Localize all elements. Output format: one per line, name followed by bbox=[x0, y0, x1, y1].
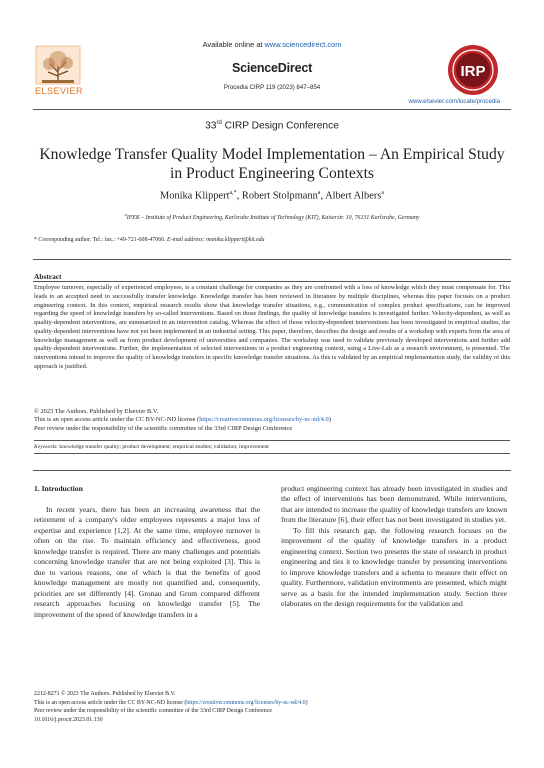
footer-license bbox=[34, 699, 510, 708]
affiliation-text: IPEK – Institute of Product Engineering, Karlsruhe Institute of Technology (KIT), Kaiserstr. 10, 76131 Karlsruhe, Germany bbox=[126, 214, 420, 221]
keywords-label: Keywords: bbox=[34, 444, 59, 450]
abstract-heading: Abstract bbox=[34, 272, 62, 281]
abstract-text: Employee turnover, especially of experienced employees, is a constant challenge for companies as they are confronted with a loss of knowledge which they must compensate for. This leads to an accepted need to successfully transfer knowledge. Knowledge transfer has been reviewed in literature by multiple disciplines, whereas this paper focuses on a product engineering context. In this context, empirical research results show that knowledge transfer situations, e.g., communication of complex product specifications, can be improved regarding the speed of knowledge transfers by so-called interventions. Based on those findings, the quality of knowledge transfers is investigated further. Velocity-dependent, as well as quality-dependent interventions, are summarized in an intervention catalog. Whereas the effect of those velocity-dependent interventions has been investigated in empirical studies, the quality-dependent interventions have not yet been implemented in an industrial setting. This paper, therefore, describes the design and results of a workshop with experts from the area of knowledge management as well as from product development of universities and companies. The workshop was used to validate previously developed interventions and further add quality-dependent interventions. Further, the implementation of selected interventions in a product engineering context, using a Live-Lab as a research environment, is presented. The interventions intend to improve the quality of knowledge transfers in specific knowledge transfer situations. As this is validated by an empirical implementation study, the validity of this approach is justified. bbox=[34, 284, 510, 370]
abstract-top-divider bbox=[33, 259, 511, 260]
copyright-block bbox=[34, 408, 510, 433]
author-affiliation-mark: a bbox=[381, 190, 385, 196]
journal-reference: Procedia CIRP 119 (2023) 847–854 bbox=[223, 84, 321, 91]
sciencedirect-link[interactable]: www.sciencedirect.com bbox=[264, 40, 342, 49]
footer-license-prefix: This is an open access article under the CC BY-NC-ND license ( bbox=[34, 699, 187, 706]
keywords-top-divider bbox=[34, 440, 510, 441]
corresponding-author bbox=[34, 237, 265, 243]
intro-paragraph: To fill this research gap, the following research focuses on the improvement of the quality of knowledge transfers in a product engineering context. Section two presents the state of research in product engineering and ties it to knowledge transfer by presenting interventions to improve knowledge transfers and a schema to measure their effect on quality. Furthermore, validation environments are presented, which might serve as a basis for the intended implementation study. Section three elaborates on the design requirements for the validation and bbox=[281, 525, 507, 608]
intro-paragraph: product engineering context has already been investigated in studies and the effect of interventions has been demonstrated. While interventions, that are intended to increase the quality of knowledge transfers are known from the literature [6], their effect has not been investigated in studies yet. bbox=[281, 484, 507, 525]
conference-ordinal-suffix: rd bbox=[216, 120, 222, 126]
keywords-bottom-divider bbox=[34, 453, 510, 454]
journal-homepage-link[interactable]: www.elsevier.com/locate/procedia bbox=[408, 98, 500, 105]
footer-license-link[interactable]: https://creativecommons.org/licenses/by-nc-nd/4.0 bbox=[186, 699, 306, 706]
abstract-heading-divider bbox=[33, 281, 511, 282]
section-heading-introduction: 1. Introduction bbox=[34, 484, 83, 493]
copyright-line: © 2023 The Authors. Published by Elsevier B.V. bbox=[34, 408, 159, 415]
footer-peer-review: Peer review under the responsibility of the scientific committee of the 33rd CIRP Design Conference bbox=[34, 708, 272, 715]
footer-doi[interactable]: 10.1016/j.procir.2023.01.130 bbox=[34, 716, 103, 723]
author-name: Monika Klippert bbox=[159, 190, 230, 202]
corresponding-author-email: E-mail address: monika.klippert@kit.edu bbox=[167, 237, 265, 243]
license-link[interactable]: https://creativecommons.org/licenses/by-nc-nd/4.0 bbox=[199, 416, 329, 424]
author-name: Robert Stolpmann bbox=[241, 190, 318, 202]
footer-license-suffix: ) bbox=[305, 699, 308, 706]
license-prefix: This is an open access article under the CC BY-NC-ND license ( bbox=[34, 416, 200, 424]
author-separator: , bbox=[320, 190, 326, 202]
footer-issn: 2212-8271 © 2023 The Authors. Published by Elsevier B.V. bbox=[34, 691, 176, 697]
conference-ordinal: 33 bbox=[205, 120, 217, 132]
footer bbox=[34, 690, 510, 724]
intro-left-column: In recent years, there has been an increasing awareness that the retirement of a company's older employees represents a major loss of expertise and experience [1,2]. At the same time, employee turnover is often on the rise. To maintain efficiency and effectiveness, good knowledge transfer is required. There are many challenges and potentials concerning knowledge transfer that are not being exploited [3]. This is due to various reasons, one of which is that the benefits of good knowledge management are mostly not quantified and, consequently, priorities are set differently [4]. Gronau and Grum compared different research approaches focusing on knowledge transfer [5]. The improvement of the speed of knowledge transfers in a bbox=[34, 505, 260, 619]
body-top-divider bbox=[33, 470, 511, 471]
license-suffix: ) bbox=[328, 416, 331, 424]
affiliation-mark: a bbox=[124, 212, 127, 217]
paper-title bbox=[30, 145, 514, 183]
license-line bbox=[34, 416, 510, 424]
conference-name: CIRP Design Conference bbox=[221, 120, 339, 132]
masthead-divider bbox=[33, 109, 511, 110]
author-separator: , bbox=[236, 190, 242, 202]
affiliation bbox=[0, 212, 544, 221]
author-affiliation-mark: a,* bbox=[229, 190, 237, 196]
paper-title-line-1: Knowledge Transfer Quality Model Implementation – An Empirical Study bbox=[39, 146, 505, 163]
author-list bbox=[0, 190, 544, 201]
elsevier-wordmark: ELSEVIER bbox=[34, 86, 84, 96]
corresponding-author-contact: * Corresponding author. Tel.: fax.: +49-721-608-47066. bbox=[34, 237, 168, 243]
paper-title-line-2: in Product Engineering Contexts bbox=[170, 165, 374, 182]
keywords-list: knowledge transfer quality; product development; empirical studies; validation; improvement bbox=[58, 444, 269, 450]
cirp-logo-text: IRP bbox=[460, 63, 486, 80]
keywords-line bbox=[34, 444, 510, 450]
sciencedirect-brand: ScienceDirect bbox=[231, 61, 313, 75]
conference-title bbox=[0, 120, 544, 131]
cirp-logo bbox=[447, 44, 499, 96]
intro-right-column bbox=[281, 484, 507, 609]
available-online-label: Available online at bbox=[202, 40, 265, 49]
author-name: Albert Albers bbox=[325, 190, 382, 202]
author-affiliation-mark: a bbox=[317, 190, 321, 196]
peer-review-line: Peer review under the responsibility of the scientific committee of the 33rd CIRP Design Conference bbox=[34, 424, 293, 432]
